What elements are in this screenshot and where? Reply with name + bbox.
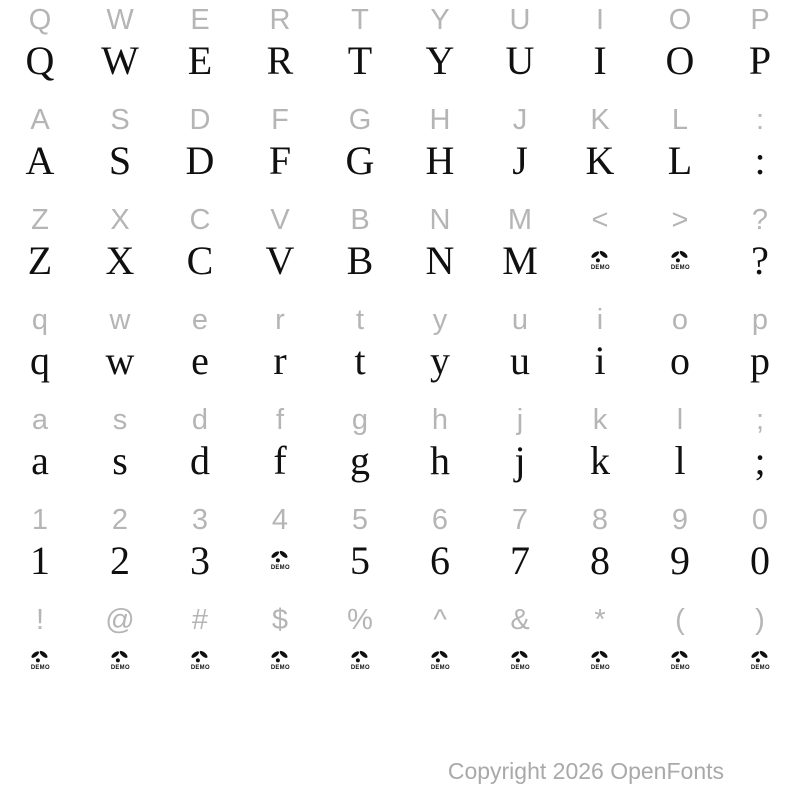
reference-glyph: Z xyxy=(31,204,49,236)
specimen-glyph: X xyxy=(105,238,135,283)
reference-glyph: * xyxy=(594,604,606,636)
reference-row xyxy=(0,405,800,435)
demo-placeholder xyxy=(110,650,131,671)
reference-glyph: r xyxy=(275,304,285,336)
reference-glyph: ( xyxy=(675,604,685,636)
reference-glyph: h xyxy=(431,404,449,436)
reference-glyph: d xyxy=(191,404,209,436)
glyph-row-pair xyxy=(0,200,800,300)
specimen-glyph: e xyxy=(191,338,209,383)
demo-placeholder xyxy=(270,550,291,571)
demo-placeholder xyxy=(590,250,611,271)
specimen-glyph: 5 xyxy=(350,538,370,583)
reference-glyph: T xyxy=(351,4,369,36)
demo-fleuron-icon xyxy=(750,650,769,663)
demo-placeholder-glyph xyxy=(320,640,400,682)
reference-glyph: f xyxy=(275,404,285,436)
reference-glyph: $ xyxy=(271,604,289,636)
demo-placeholder-glyph xyxy=(80,640,160,682)
specimen-glyph: A xyxy=(25,138,55,183)
specimen-row xyxy=(0,540,800,582)
demo-label: DEMO xyxy=(190,664,210,671)
specimen-glyph: D xyxy=(185,138,215,183)
demo-placeholder xyxy=(510,650,531,671)
reference-glyph: # xyxy=(191,604,209,636)
demo-label: DEMO xyxy=(270,564,290,571)
reference-glyph: u xyxy=(511,304,529,336)
demo-fleuron-icon xyxy=(590,250,609,263)
reference-glyph: a xyxy=(31,404,49,436)
specimen-glyph: O xyxy=(665,38,695,83)
reference-glyph: W xyxy=(106,4,134,36)
demo-placeholder xyxy=(670,650,691,671)
specimen-row xyxy=(0,440,800,482)
reference-glyph: k xyxy=(592,404,608,436)
reference-glyph: F xyxy=(271,104,289,136)
demo-label: DEMO xyxy=(670,264,690,271)
demo-placeholder-glyph xyxy=(480,640,560,682)
specimen-glyph: s xyxy=(112,438,128,483)
demo-fleuron-icon xyxy=(350,650,369,663)
demo-placeholder-glyph xyxy=(720,640,800,682)
demo-fleuron-icon xyxy=(190,650,209,663)
specimen-glyph: a xyxy=(31,438,49,483)
reference-glyph: i xyxy=(596,304,604,336)
demo-placeholder-glyph xyxy=(240,540,320,582)
reference-glyph: I xyxy=(595,4,605,36)
demo-label: DEMO xyxy=(670,664,690,671)
reference-glyph: ) xyxy=(755,604,765,636)
specimen-glyph: I xyxy=(593,38,607,83)
reference-glyph: 9 xyxy=(671,504,689,536)
demo-placeholder-glyph xyxy=(400,640,480,682)
reference-row xyxy=(0,5,800,35)
glyph-row-pair xyxy=(0,100,800,200)
reference-glyph: w xyxy=(109,304,131,336)
specimen-glyph: p xyxy=(750,338,770,383)
specimen-glyph: K xyxy=(585,138,615,183)
glyph-row-pair xyxy=(0,400,800,500)
reference-glyph: q xyxy=(31,304,49,336)
reference-glyph: o xyxy=(671,304,689,336)
specimen-glyph: 1 xyxy=(30,538,50,583)
specimen-glyph: r xyxy=(273,338,287,383)
demo-fleuron-icon xyxy=(510,650,529,663)
demo-label: DEMO xyxy=(510,664,530,671)
specimen-glyph: 9 xyxy=(670,538,690,583)
specimen-glyph: j xyxy=(514,438,526,483)
specimen-glyph: 7 xyxy=(510,538,530,583)
demo-label: DEMO xyxy=(350,664,370,671)
reference-glyph: E xyxy=(190,4,210,36)
reference-glyph: < xyxy=(591,204,609,236)
specimen-row xyxy=(0,340,800,382)
specimen-glyph: i xyxy=(594,338,606,383)
demo-placeholder-glyph xyxy=(240,640,320,682)
demo-placeholder xyxy=(270,650,291,671)
demo-placeholder-glyph xyxy=(640,640,720,682)
reference-glyph: 8 xyxy=(591,504,609,536)
specimen-glyph: t xyxy=(354,338,366,383)
reference-glyph: 5 xyxy=(351,504,369,536)
reference-glyph: p xyxy=(751,304,769,336)
demo-placeholder-glyph xyxy=(160,640,240,682)
reference-glyph: g xyxy=(351,404,369,436)
specimen-glyph: ; xyxy=(754,438,766,483)
reference-glyph: ^ xyxy=(433,604,447,636)
specimen-glyph: F xyxy=(268,138,292,183)
specimen-glyph: L xyxy=(667,138,693,183)
reference-glyph: 6 xyxy=(431,504,449,536)
specimen-glyph: W xyxy=(101,38,139,83)
demo-fleuron-icon xyxy=(110,650,129,663)
reference-glyph: B xyxy=(350,204,370,236)
reference-glyph: O xyxy=(668,4,692,36)
demo-placeholder xyxy=(590,650,611,671)
specimen-glyph: N xyxy=(425,238,455,283)
specimen-glyph: H xyxy=(425,138,455,183)
demo-fleuron-icon xyxy=(270,650,289,663)
demo-label: DEMO xyxy=(270,664,290,671)
specimen-row xyxy=(0,240,800,282)
reference-glyph: S xyxy=(110,104,130,136)
reference-glyph: Y xyxy=(430,4,450,36)
reference-glyph: 1 xyxy=(31,504,49,536)
glyph-row-pair xyxy=(0,300,800,400)
reference-glyph: y xyxy=(432,304,448,336)
demo-fleuron-icon xyxy=(670,250,689,263)
reference-glyph: J xyxy=(512,104,528,136)
specimen-glyph: Q xyxy=(25,38,55,83)
specimen-glyph: J xyxy=(512,138,528,183)
specimen-row xyxy=(0,40,800,82)
reference-glyph: @ xyxy=(105,604,135,636)
demo-label: DEMO xyxy=(430,664,450,671)
reference-row xyxy=(0,105,800,135)
reference-glyph: M xyxy=(507,204,533,236)
reference-glyph: 4 xyxy=(271,504,289,536)
specimen-glyph: V xyxy=(265,238,295,283)
demo-placeholder-glyph xyxy=(560,640,640,682)
reference-glyph: & xyxy=(510,604,530,636)
reference-glyph: ? xyxy=(751,204,769,236)
specimen-glyph: d xyxy=(190,438,210,483)
demo-placeholder xyxy=(750,650,771,671)
specimen-glyph: Z xyxy=(27,238,53,283)
specimen-glyph: : xyxy=(754,138,766,183)
glyph-row-pair xyxy=(0,0,800,100)
demo-label: DEMO xyxy=(590,264,610,271)
demo-placeholder-glyph xyxy=(560,240,640,282)
reference-glyph: P xyxy=(750,4,770,36)
specimen-glyph: o xyxy=(670,338,690,383)
reference-glyph: D xyxy=(189,104,211,136)
specimen-glyph: 2 xyxy=(110,538,130,583)
specimen-glyph: Y xyxy=(425,38,455,83)
reference-glyph: C xyxy=(189,204,211,236)
reference-glyph: e xyxy=(191,304,209,336)
reference-glyph: > xyxy=(671,204,689,236)
reference-glyph: t xyxy=(355,304,365,336)
specimen-glyph: P xyxy=(748,38,772,83)
specimen-glyph: R xyxy=(266,38,294,83)
copyright-text: Copyright 2026 OpenFonts xyxy=(447,758,724,784)
specimen-glyph: k xyxy=(590,438,610,483)
reference-glyph: N xyxy=(429,204,451,236)
specimen-glyph: h xyxy=(430,438,450,483)
demo-placeholder-glyph xyxy=(0,640,80,682)
reference-glyph: Q xyxy=(28,4,52,36)
reference-glyph: 7 xyxy=(511,504,529,536)
specimen-glyph: ? xyxy=(751,238,769,283)
demo-fleuron-icon xyxy=(270,550,289,563)
demo-placeholder xyxy=(30,650,51,671)
demo-fleuron-icon xyxy=(590,650,609,663)
specimen-glyph: u xyxy=(510,338,530,383)
reference-row xyxy=(0,505,800,535)
reference-glyph: s xyxy=(112,404,128,436)
reference-glyph: 3 xyxy=(191,504,209,536)
reference-glyph: l xyxy=(676,404,684,436)
specimen-glyph: U xyxy=(505,38,535,83)
specimen-glyph: T xyxy=(347,38,373,83)
reference-glyph: X xyxy=(110,204,130,236)
reference-row xyxy=(0,605,800,635)
specimen-glyph: w xyxy=(105,338,135,383)
demo-fleuron-icon xyxy=(30,650,49,663)
demo-label: DEMO xyxy=(30,664,50,671)
specimen-row xyxy=(0,140,800,182)
specimen-glyph: y xyxy=(430,338,450,383)
reference-glyph: H xyxy=(429,104,451,136)
specimen-glyph: 3 xyxy=(190,538,210,583)
reference-row xyxy=(0,205,800,235)
reference-glyph: G xyxy=(348,104,372,136)
demo-placeholder xyxy=(190,650,211,671)
specimen-glyph: C xyxy=(186,238,214,283)
specimen-glyph: l xyxy=(674,438,686,483)
demo-fleuron-icon xyxy=(670,650,689,663)
glyph-row-pair xyxy=(0,600,800,700)
specimen-glyph: 8 xyxy=(590,538,610,583)
reference-glyph: A xyxy=(30,104,50,136)
reference-glyph: 2 xyxy=(111,504,129,536)
specimen-glyph: B xyxy=(346,238,374,283)
reference-glyph: R xyxy=(269,4,291,36)
glyph-row-pair xyxy=(0,500,800,600)
demo-placeholder xyxy=(430,650,451,671)
demo-placeholder xyxy=(670,250,691,271)
specimen-glyph: S xyxy=(108,138,132,183)
reference-glyph: ! xyxy=(35,604,45,636)
reference-glyph: L xyxy=(671,104,689,136)
reference-glyph: V xyxy=(270,204,290,236)
reference-glyph: j xyxy=(516,404,524,436)
specimen-glyph: 6 xyxy=(430,538,450,583)
specimen-glyph: M xyxy=(502,238,538,283)
specimen-glyph: 0 xyxy=(750,538,770,583)
demo-label: DEMO xyxy=(110,664,130,671)
demo-fleuron-icon xyxy=(430,650,449,663)
demo-label: DEMO xyxy=(750,664,770,671)
reference-glyph: ; xyxy=(755,404,765,436)
reference-glyph: 0 xyxy=(751,504,769,536)
specimen-glyph: q xyxy=(30,338,50,383)
specimen-glyph: G xyxy=(345,138,375,183)
demo-placeholder xyxy=(350,650,371,671)
demo-label: DEMO xyxy=(590,664,610,671)
reference-glyph: : xyxy=(755,104,765,136)
demo-placeholder-glyph xyxy=(640,240,720,282)
reference-row xyxy=(0,305,800,335)
reference-glyph: U xyxy=(509,4,531,36)
specimen-row xyxy=(0,640,800,682)
specimen-glyph: g xyxy=(350,438,370,483)
specimen-glyph: f xyxy=(273,438,287,483)
specimen-glyph: E xyxy=(187,38,213,83)
reference-glyph: K xyxy=(590,104,610,136)
reference-glyph: % xyxy=(347,604,373,636)
